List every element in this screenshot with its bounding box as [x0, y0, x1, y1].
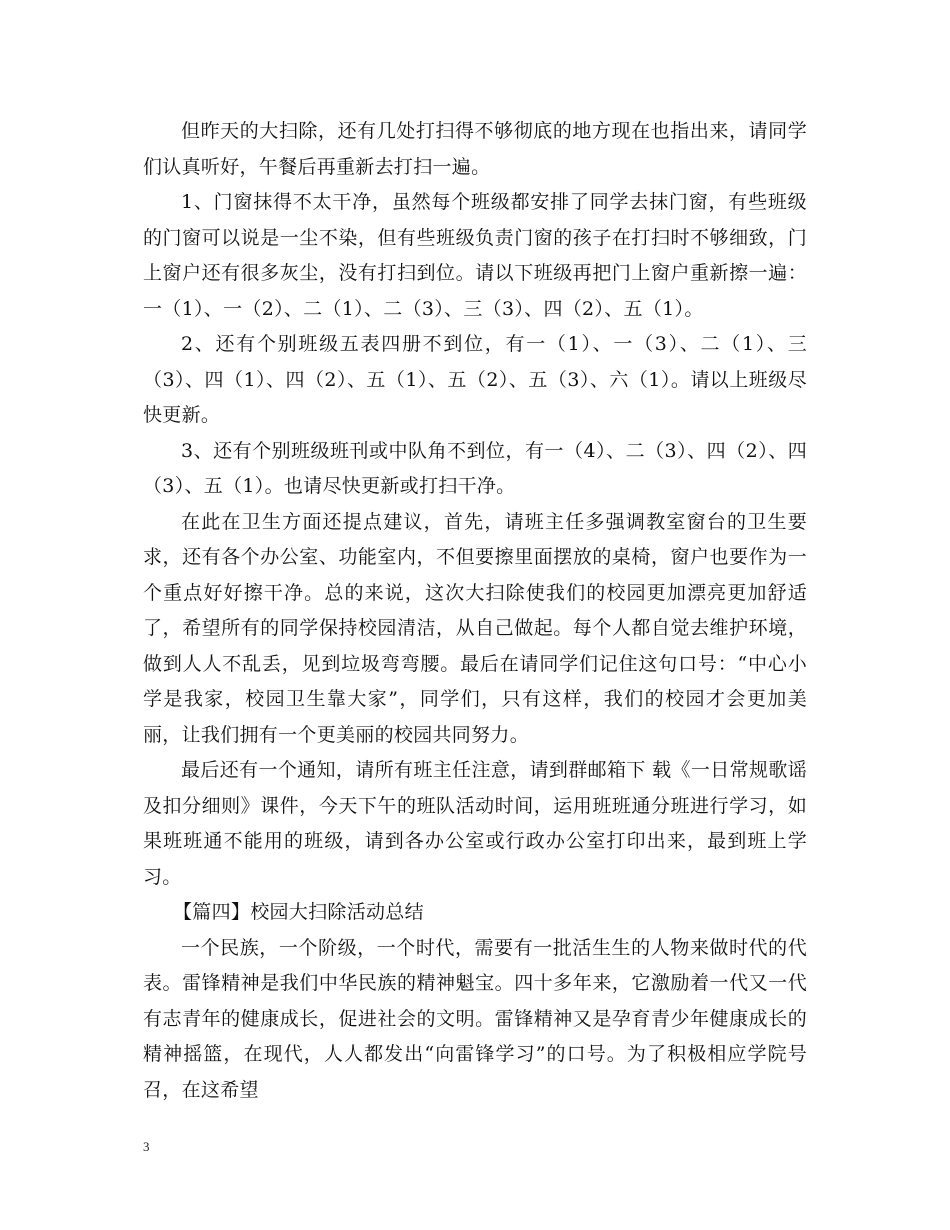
paragraph-notice: 最后还有一个通知，请所有班主任注意，请到群邮箱下 载《一日常规歌谣及扣分细则》课件，今天下午的班队活动时间，运用班班通分班进行学习，如果班班通不能用的班级，请到各办公室或行政办公室打印出来，最到班上学习。 — [143, 759, 807, 888]
page-number: 3 — [143, 1139, 150, 1154]
paragraph-item-1-windows: 1、门窗抹得不太干净，虽然每个班级都安排了同学去抹门窗，有些班级的门窗可以说是一尘不染，但有些班级负责门窗的孩子在打扫时不够细致，门上窗户还有很多灰尘，没有打扫到位。请以下班级再把门上窗户重新擦一遍：一（1）、一（2）、二（1）、二（3）、三（3）、四（2）、五（1）。 — [143, 191, 807, 320]
document-page — [143, 114, 807, 1108]
paragraph-item-3-bulletin: 3、还有个别班级班刊或中队角不到位，有一（4）、二（3）、四（2）、四（3）、五（1）。也请尽快更新或打扫干净。 — [143, 439, 807, 497]
paragraph-suggestions: 在此在卫生方面还提点建议，首先，请班主任多强调教室窗台的卫生要求，还有各个办公室、功能室内，不但要擦里面摆放的桌椅，窗户也要作为一个重点好好擦干净。总的来说，这次大扫除使我们的校园更加漂亮更加舒适了，希望所有的同学保持校园清洁，从自己做起。每个人都自觉去维护环境，做到人人不乱丢，见到垃圾弯弯腰。最后在请同学们记住这句口号：“中心小学是我家，校园卫生靠大家”，同学们，只有这样，我们的校园才会更加美丽，让我们拥有一个更美丽的校园共同努力。 — [143, 510, 807, 746]
paragraph-leifeng-spirit: 一个民族，一个阶级，一个时代，需要有一批活生生的人物来做时代的代表。雷锋精神是我们中华民族的精神魁宝。四十多年来，它激励着一代又一代有志青年的健康成长，促进社会的文明。雷锋精神又是孕育青少年健康成长的精神摇篮，在现代，人人都发出“向雷锋学习”的口号。为了积极相应学院号召，在这希望 — [143, 936, 807, 1101]
paragraph-cleanup-intro: 但昨天的大扫除，还有几处打扫得不够彻底的地方现在也指出来，请同学们认真听好，午餐后再重新去打扫一遍。 — [143, 120, 807, 178]
paragraph-item-2-forms: 2、还有个别班级五表四册不到位，有一（1）、一（3）、二（1）、三（3）、四（1）、四（2）、五（1）、五（2）、五（3）、六（1）。请以上班级尽快更新。 — [143, 333, 807, 426]
section-heading-part-four: 【篇四】校园大扫除活动总结 — [173, 901, 424, 923]
